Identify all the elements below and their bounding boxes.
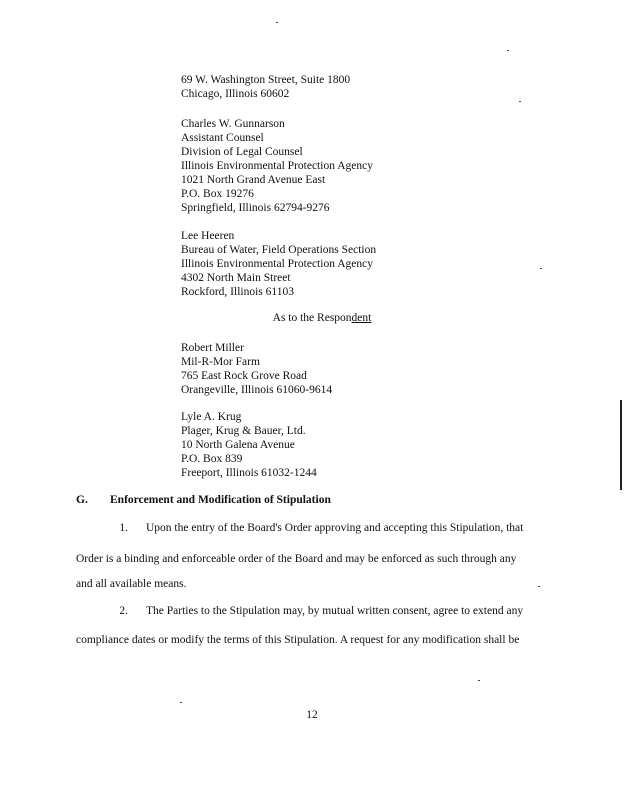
scan-speck bbox=[519, 101, 521, 102]
address-line: 4302 North Main Street bbox=[181, 272, 291, 284]
address-line: Freeport, Illinois 61032-1244 bbox=[181, 467, 317, 479]
respondent-heading bbox=[0, 312, 624, 324]
paragraph-text: Upon the entry of the Board's Order approving and accepting this Stipulation, that bbox=[146, 522, 524, 534]
paragraph-2-line-1 bbox=[76, 605, 546, 617]
scan-edge-mark bbox=[620, 400, 622, 490]
paragraph-number: 2. bbox=[119, 605, 128, 617]
address-line: Chicago, Illinois 60602 bbox=[181, 88, 290, 100]
address-block-miller bbox=[181, 341, 332, 397]
address-line: P.O. Box 19276 bbox=[181, 188, 254, 200]
address-line: Lee Heeren bbox=[181, 230, 235, 242]
address-line: Plager, Krug & Bauer, Ltd. bbox=[181, 425, 306, 437]
paragraph-text: and all available means. bbox=[76, 578, 187, 590]
section-letter: G. bbox=[76, 494, 88, 506]
address-line: Lyle A. Krug bbox=[181, 411, 242, 423]
address-line: Illinois Environmental Protection Agency bbox=[181, 258, 373, 270]
address-line: Illinois Environmental Protection Agency bbox=[181, 160, 373, 172]
paragraph-number: 1. bbox=[119, 522, 128, 534]
scan-speck bbox=[540, 268, 542, 269]
address-block-heeren bbox=[181, 229, 376, 299]
scan-speck bbox=[538, 586, 540, 587]
address-line: Bureau of Water, Field Operations Section bbox=[181, 244, 377, 256]
scan-speck bbox=[276, 22, 278, 23]
scan-speck bbox=[180, 702, 182, 703]
address-block-krug bbox=[181, 410, 317, 480]
paragraph-1-line-3 bbox=[76, 578, 546, 590]
address-line: Charles W. Gunnarson bbox=[181, 118, 285, 130]
address-line: Rockford, Illinois 61103 bbox=[181, 286, 294, 298]
address-line: 10 North Galena Avenue bbox=[181, 439, 295, 451]
address-block-gunnarson bbox=[181, 117, 373, 215]
address-block-chicago bbox=[181, 73, 350, 101]
address-line: 1021 North Grand Avenue East bbox=[181, 174, 326, 186]
respondent-heading-prefix: As to the Respon bbox=[272, 312, 352, 324]
paragraph-1-line-2 bbox=[76, 553, 546, 565]
address-line: Orangeville, Illinois 61060-9614 bbox=[181, 384, 333, 396]
paragraph-2-line-2 bbox=[76, 634, 546, 646]
paragraph-text: Order is a binding and enforceable order of the Board and may be enforced as such through any bbox=[76, 553, 517, 565]
paragraph-1-line-1 bbox=[76, 522, 546, 534]
address-line: Mil-R-Mor Farm bbox=[181, 356, 260, 368]
paragraph-text: The Parties to the Stipulation may, by mutual written consent, agree to extend any bbox=[146, 605, 524, 617]
paragraph-text: compliance dates or modify the terms of this Stipulation. A request for any modification shall be bbox=[76, 634, 520, 646]
address-line: 69 W. Washington Street, Suite 1800 bbox=[181, 74, 351, 86]
section-title: Enforcement and Modification of Stipulation bbox=[110, 494, 331, 506]
address-line: 765 East Rock Grove Road bbox=[181, 370, 307, 382]
respondent-heading-underlined: dent bbox=[351, 312, 372, 324]
address-line: P.O. Box 839 bbox=[181, 453, 243, 465]
page-number: 12 bbox=[306, 709, 318, 721]
address-line: Springfield, Illinois 62794-9276 bbox=[181, 202, 330, 214]
address-line: Assistant Counsel bbox=[181, 132, 264, 144]
scan-speck bbox=[507, 50, 509, 51]
address-line: Division of Legal Counsel bbox=[181, 146, 303, 158]
section-heading bbox=[76, 494, 331, 506]
scan-speck bbox=[478, 680, 480, 681]
address-line: Robert Miller bbox=[181, 342, 244, 354]
